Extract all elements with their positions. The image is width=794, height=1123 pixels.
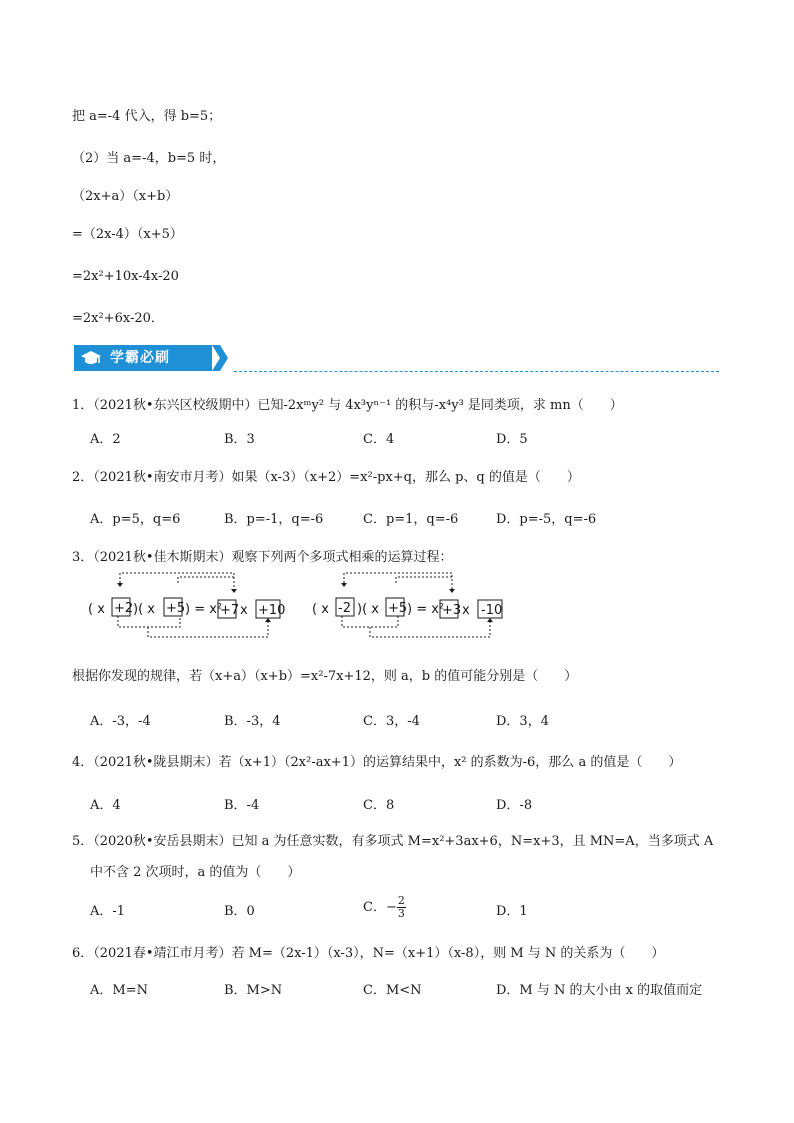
q2-option-d[interactable]: D．p=-5，q=-6 <box>496 512 597 527</box>
left-factor-a: +2 <box>114 601 134 616</box>
q1-option-a[interactable]: A．2 <box>90 432 121 447</box>
q3-option-d[interactable]: D．3，4 <box>496 714 549 729</box>
right-open: ( x <box>312 602 329 617</box>
left-open: ( x <box>88 602 105 617</box>
question-2-options <box>0 511 794 529</box>
q5-option-d[interactable]: D．1 <box>496 904 528 919</box>
fraction-denominator: 3 <box>397 907 405 920</box>
q4-option-d[interactable]: D．-8 <box>496 798 533 813</box>
q3-option-b[interactable]: B．-3，4 <box>224 714 281 729</box>
question-6-stem: 6．（2021春•靖江市月考）若 M=（2x-1）（x-3），N=（x+1）（x-8），则 M 与 N 的关系为（ ） <box>72 946 665 961</box>
banner-divider <box>234 371 719 372</box>
right-factor-a: -2 <box>338 601 351 616</box>
left-x: x <box>240 603 248 618</box>
q5-option-c-fraction <box>397 895 406 920</box>
right-eq: ) = x² <box>407 602 445 617</box>
left-sum: +7 <box>220 603 240 618</box>
q5-option-a[interactable]: A．-1 <box>90 904 126 919</box>
q6-option-a[interactable]: A．M=N <box>90 983 148 998</box>
question-4-stem: 4．（2021秋•陇县期末）若（x+1）（2x²-ax+1）的运算结果中，x² 的系数为-6，那么 a 的值是（ ） <box>72 755 682 770</box>
q5-option-c-sign: − <box>385 900 397 915</box>
left-eq: ) = x² <box>185 602 223 617</box>
q5-option-c[interactable] <box>363 895 406 920</box>
solution-line-5: =2x²+10x-4x-20 <box>72 269 179 284</box>
question-3-stem: 3．（2021秋•佳木斯期末）观察下列两个多项式相乘的运算过程： <box>72 550 453 565</box>
banner-title: 学霸必刷 <box>110 350 170 366</box>
q6-option-d[interactable]: D．M 与 N 的大小由 x 的取值而定 <box>496 983 703 998</box>
q1-option-b[interactable]: B．3 <box>224 432 255 447</box>
question-5-options <box>0 894 794 921</box>
question-2-stem: 2．（2021秋•南安市月考）如果（x-3）（x+2）=x²-px+q，那么 p、q 的值是（ ） <box>72 470 580 485</box>
question-6-options <box>0 982 794 1000</box>
right-mid: )( x <box>357 602 379 617</box>
q3-option-c[interactable]: C．3，-4 <box>363 714 420 729</box>
diagram-right <box>312 573 502 637</box>
q1-option-c[interactable]: C．4 <box>363 432 395 447</box>
solution-line-6: =2x²+6x-20． <box>72 311 164 326</box>
q4-option-a[interactable]: A．4 <box>90 798 121 813</box>
right-x: x <box>462 603 470 618</box>
question-4-options <box>0 797 794 815</box>
diagram-left <box>88 573 285 637</box>
solution-line-4: =（2x-4）（x+5） <box>72 227 183 242</box>
left-mid: )( x <box>133 602 155 617</box>
q6-option-b[interactable]: B．M>N <box>224 983 283 998</box>
q2-option-c[interactable]: C．p=1，q=-6 <box>363 512 459 527</box>
q3-option-a[interactable]: A．-3，-4 <box>90 714 151 729</box>
q5-option-c-label: C． <box>363 900 386 915</box>
banner-chevron <box>212 345 234 371</box>
left-factor-b: +5 <box>166 601 186 616</box>
question-5-stem: 5．（2020秋•安岳县期末）已知 a 为任意实数，有多项式 M=x²+3ax+6，N=x+3，且 MN=A，当多项式 A <box>72 834 714 849</box>
solution-line-3: （2x+a）（x+b） <box>72 189 179 204</box>
q2-option-a[interactable]: A．p=5，q=6 <box>90 512 181 527</box>
solution-line-2: （2）当 a=-4，b=5 时， <box>72 151 226 166</box>
q1-option-d[interactable]: D．5 <box>496 432 528 447</box>
fraction-numerator: 2 <box>397 894 405 907</box>
graduation-cap-icon <box>80 348 102 368</box>
solution-line-1: 把 a=-4 代入，得 b=5； <box>72 109 222 124</box>
question-1-options <box>0 431 794 449</box>
q4-option-c[interactable]: C．8 <box>363 798 395 813</box>
right-factor-b: +5 <box>388 601 408 616</box>
right-sum: +3 <box>442 603 462 618</box>
question-3-options <box>0 713 794 731</box>
q2-option-b[interactable]: B．p=-1，q=-6 <box>224 512 324 527</box>
left-product: +10 <box>258 603 286 618</box>
q5-option-b[interactable]: B．0 <box>224 904 255 919</box>
q6-option-c[interactable]: C．M<N <box>363 983 422 998</box>
right-product: -10 <box>481 603 503 618</box>
banner-bar <box>74 345 212 371</box>
question-5-stem-cont: 中不含 2 次项时，a 的值为（ ） <box>90 865 301 880</box>
q4-option-b[interactable]: B．-4 <box>224 798 260 813</box>
question-1-stem: 1．（2021秋•东兴区校级期中）已知-2xᵐy² 与 4x³yⁿ⁻¹ 的积与-x⁴y³ 是同类项，求 mn（ ） <box>72 398 623 413</box>
question-3-followup: 根据你发现的规律，若（x+a）（x+b）=x²-7x+12，则 a，b 的值可能分别是（ ） <box>72 669 578 684</box>
section-banner <box>74 345 719 373</box>
multiplication-diagram <box>84 565 704 645</box>
